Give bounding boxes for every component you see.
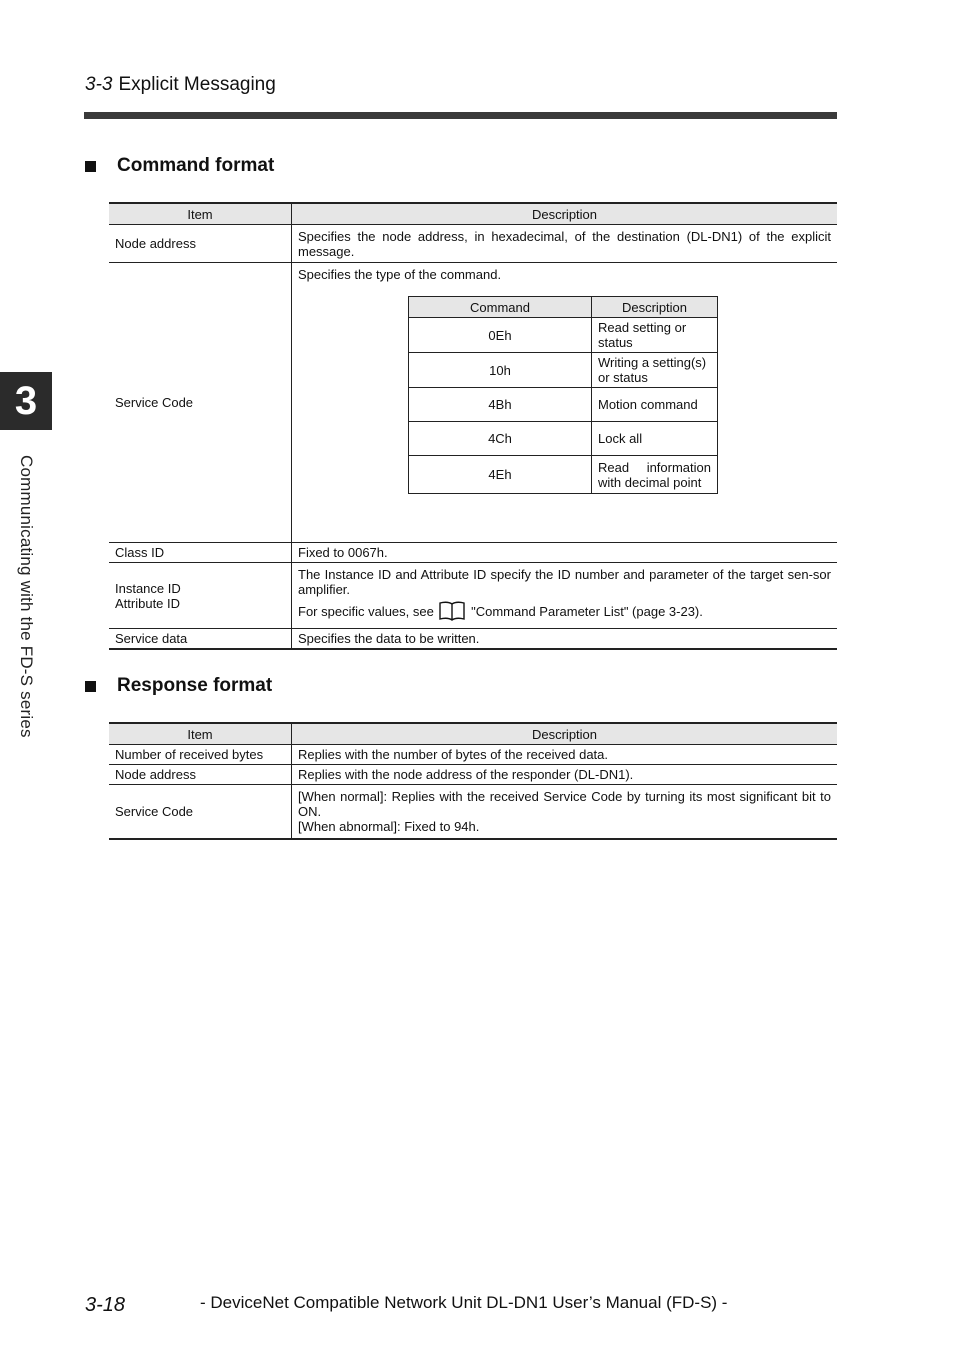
service-code-desc: Specifies the type of the command. [298, 267, 502, 282]
table-row [109, 543, 837, 563]
row-item: Node address [109, 765, 292, 785]
table-row [109, 263, 837, 543]
response-format-title: Response format [117, 675, 273, 696]
row-item: Service data [109, 629, 292, 650]
instance-id-label: Instance ID [115, 580, 181, 596]
row-description [292, 263, 838, 543]
col-description: Description [292, 723, 838, 745]
row-item: Number of received bytes [109, 745, 292, 765]
table-row [109, 629, 837, 650]
sub-row [409, 422, 718, 456]
sub-cmd: 4Bh [409, 388, 592, 422]
response-format-heading [85, 675, 272, 697]
instance-desc: The Instance ID and Attribute ID specify the ID number and parameter of the target sen-sor amplifier. [298, 567, 831, 597]
sub-desc: Read setting or status [592, 318, 718, 353]
section-header [85, 74, 276, 96]
table-row [109, 225, 837, 263]
sub-cmd: 0Eh [409, 318, 592, 353]
row-description: Specifies the data to be written. [292, 629, 838, 650]
command-format-heading [85, 155, 274, 177]
manual-title: - DeviceNet Compatible Network Unit DL-DN1 User’s Manual (FD-S) - [200, 1293, 728, 1312]
sub-cmd: 4Eh [409, 456, 592, 494]
col-item: Item [109, 723, 292, 745]
section-number: 3-3 [85, 74, 113, 95]
instance-ref-pre: For specific values, see [298, 604, 434, 619]
sub-desc: Lock all [592, 422, 718, 456]
bullet-square-icon [85, 681, 96, 692]
row-description: Replies with the number of bytes of the received data. [292, 745, 838, 765]
row-item: Service Code [109, 263, 292, 543]
instance-ref [298, 601, 831, 624]
sub-row [409, 353, 718, 388]
response-format-table [109, 722, 837, 840]
col-description: Description [292, 203, 838, 225]
attribute-id-label: Attribute ID [115, 595, 181, 611]
row-item: Class ID [109, 543, 292, 563]
response-abnormal-desc: [When abnormal]: Fixed to 94h. [298, 819, 480, 834]
row-description: Fixed to 0067h. [292, 543, 838, 563]
row-item [109, 563, 292, 629]
sub-col-description: Description [592, 297, 718, 318]
command-format-table [109, 202, 837, 650]
section-title: Explicit Messaging [118, 74, 276, 95]
col-item: Item [109, 203, 292, 225]
book-icon [439, 601, 465, 624]
row-item: Node address [109, 225, 292, 263]
table-header-row [109, 723, 837, 745]
sub-row [409, 318, 718, 353]
table-row [109, 765, 837, 785]
table-row [109, 563, 837, 629]
instance-ref-post: "Command Parameter List" (page 3-23). [471, 604, 703, 619]
table-row [109, 745, 837, 765]
page-number: 3-18 [85, 1294, 126, 1316]
chapter-side-title: Communicating with the FD-S series [17, 455, 36, 738]
row-description [292, 563, 838, 629]
sub-row [409, 388, 718, 422]
sub-row [409, 456, 718, 494]
table-header-row [109, 203, 837, 225]
sub-desc: Writing a setting(s) or status [592, 353, 718, 388]
bullet-square-icon [85, 161, 96, 172]
row-item: Service Code [109, 785, 292, 840]
row-description: Replies with the node address of the responder (DL-DN1). [292, 765, 838, 785]
sub-cmd: 10h [409, 353, 592, 388]
row-description [292, 785, 838, 840]
service-code-table [408, 296, 718, 494]
sub-desc: Motion command [592, 388, 718, 422]
header-rule [84, 112, 837, 119]
sub-cmd: 4Ch [409, 422, 592, 456]
table-row [109, 785, 837, 840]
sub-col-command: Command [409, 297, 592, 318]
sub-header-row [409, 297, 718, 318]
chapter-tab: 3 [0, 372, 52, 430]
response-normal-desc: [When normal]: Replies with the received Service Code by turning its most significant bit to ON. [298, 789, 831, 819]
command-format-title: Command format [117, 155, 275, 176]
sub-desc: Read information with decimal point [592, 456, 718, 494]
row-description: Specifies the node address, in hexadecimal, of the destination (DL-DN1) of the explicit message. [292, 225, 838, 263]
